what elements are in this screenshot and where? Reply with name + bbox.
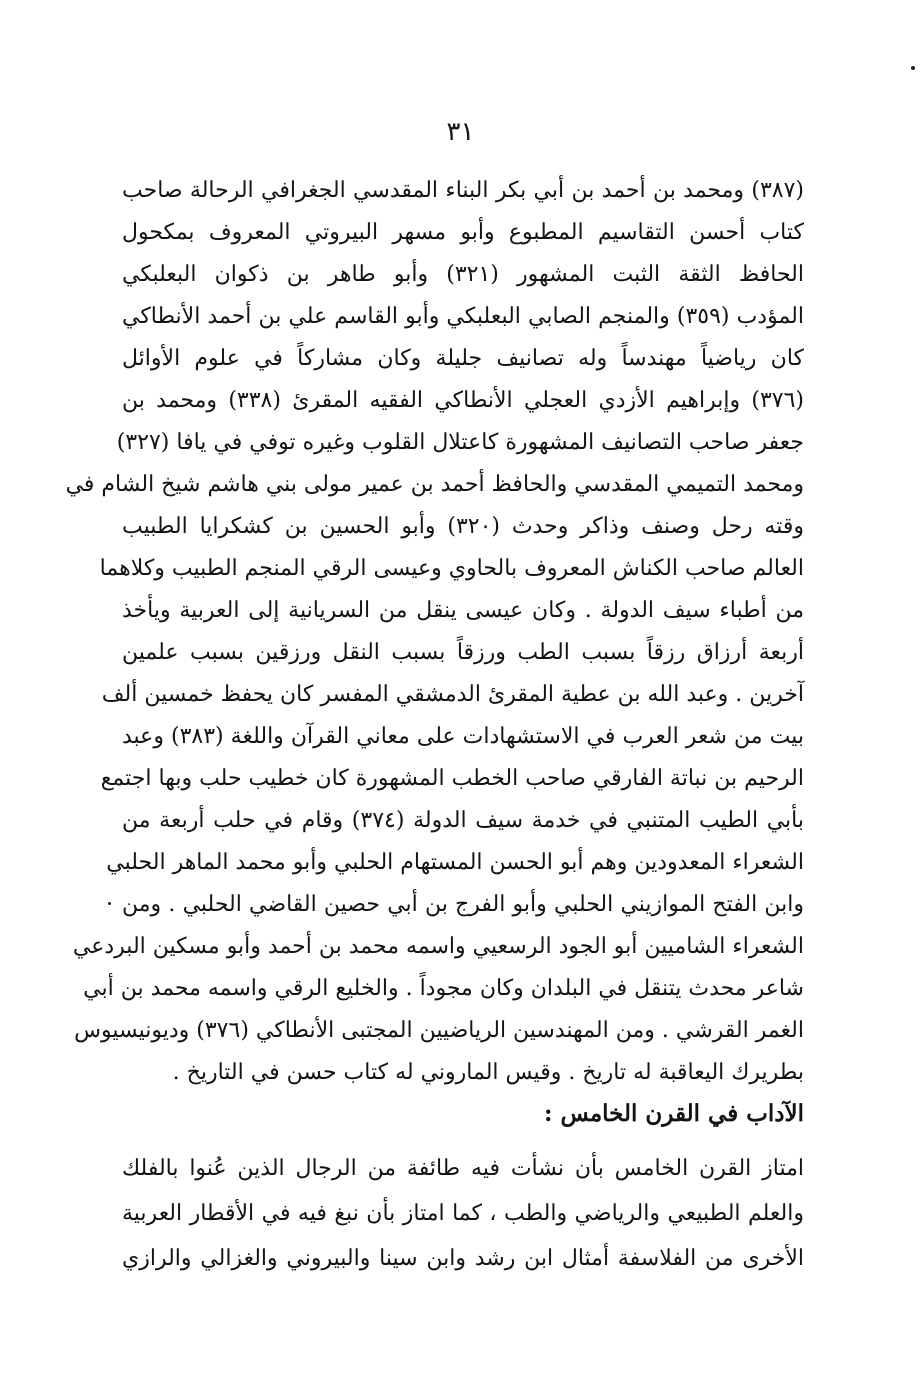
text-line: آخرين . وعبد الله بن عطية المقرئ الدمشقي المفسر كان يحفظ خمسين ألف [101, 682, 804, 707]
paper-speck [911, 66, 915, 70]
body-text [65, 170, 804, 1094]
text-line: الرحيم بن نباتة الفارقي صاحب الخطب المشهورة كان خطيب حلب وبها اجتمع [100, 766, 804, 791]
text-line: (٣٧٦) وإبراهيم الأزدي العجلي الأنطاكي الفقيه المقرئ (٣٣٨) ومحمد بن [122, 388, 804, 413]
text-line: الحافظ الثقة الثبت المشهور (٣٢١) وأبو طاهر بن ذكوان البعلبكي [122, 262, 804, 287]
text-line: الشعراء الشاميين أبو الجود الرسعيي واسمه محمد بن أحمد وأبو مسكين البردعي [72, 934, 804, 959]
page-number: ٣١ [446, 117, 475, 147]
paper-speck [108, 902, 111, 905]
text-line: امتاز القرن الخامس بأن نشأت فيه طائفة من الرجال الذين عُنوا بالفلك [122, 1156, 804, 1181]
text-line: الشعراء المعدودين وهم أبو الحسن المستهام الحلبي وأبو محمد الماهر الحلبي [106, 850, 804, 875]
text-line: المؤدب (٣٥٩) والمنجم الصابي البعلبكي وأبو القاسم علي بن أحمد الأنطاكي [122, 304, 804, 329]
text-line: بطريرك اليعاقبة له تاريخ . وقيس الماروني له كتاب حسن في التاريخ . [172, 1060, 804, 1085]
text-line: العالم صاحب الكناش المعروف بالحاوي وعيسى الرقي المنجم الطبيب وكلاهما [99, 556, 804, 581]
section-heading: الآداب في القرن الخامس : [544, 1100, 804, 1127]
section-text [122, 1146, 804, 1281]
text-line: وقته رحل وصنف وذاكر وحدث (٣٢٠) وأبو الحسين بن كشكرايا الطبيب [122, 514, 804, 539]
text-line: الأخرى من الفلاسفة أمثال ابن رشد وابن سينا والبيروني والغزالي والرازي [122, 1246, 804, 1271]
text-line: جعفر صاحب التصانيف المشهورة كاعتلال القلوب وغيره توفي في يافا (٣٢٧) [116, 430, 804, 455]
text-line: كان رياضياً مهندساً وله تصانيف جليلة وكان مشاركاً في علوم الأوائل [122, 346, 804, 371]
text-line: والعلم الطبيعي والرياضي والطب ، كما امتاز بأن نبغ فيه في الأقطار العربية [122, 1201, 804, 1226]
text-line: شاعر محدث يتنقل في البلدان وكان مجوداً . والخليع الرقي واسمه محمد بن أبي [83, 976, 804, 1001]
text-line: بأبي الطيب المتنبي في خدمة سيف الدولة (٣٧٤) وقام في حلب أربعة من [122, 808, 804, 833]
text-line: ومحمد التميمي المقدسي والحافظ أحمد بن عمير مولى بني هاشم شيخ الشام في [65, 472, 804, 497]
text-line: أربعة أرزاق رزقاً بسبب الطب ورزقاً بسبب النقل ورزقين بسبب علمين [122, 640, 804, 665]
text-line: (٣٨٧) ومحمد بن أحمد بن أبي بكر البناء المقدسي الجغرافي الرحالة صاحب [122, 178, 804, 203]
text-line: وابن الفتح الموازيني الحلبي وأبو الفرج بن أبي حصين القاضي الحلبي . ومن [122, 892, 804, 917]
text-line: بيت من شعر العرب في الاستشهادات على معاني القرآن واللغة (٣٨٣) وعبد [122, 724, 804, 749]
text-line: من أطباء سيف الدولة . وكان عيسى ينقل من السريانية إلى العربية ويأخذ [122, 598, 804, 623]
text-line: الغمر القرشي . ومن المهندسين الرياضيين المجتبى الأنطاكي (٣٧٦) وديونيسيوس [74, 1018, 804, 1043]
text-line: كتاب أحسن التقاسيم المطبوع وأبو مسهر البيروتي المعروف بمكحول [122, 220, 804, 245]
